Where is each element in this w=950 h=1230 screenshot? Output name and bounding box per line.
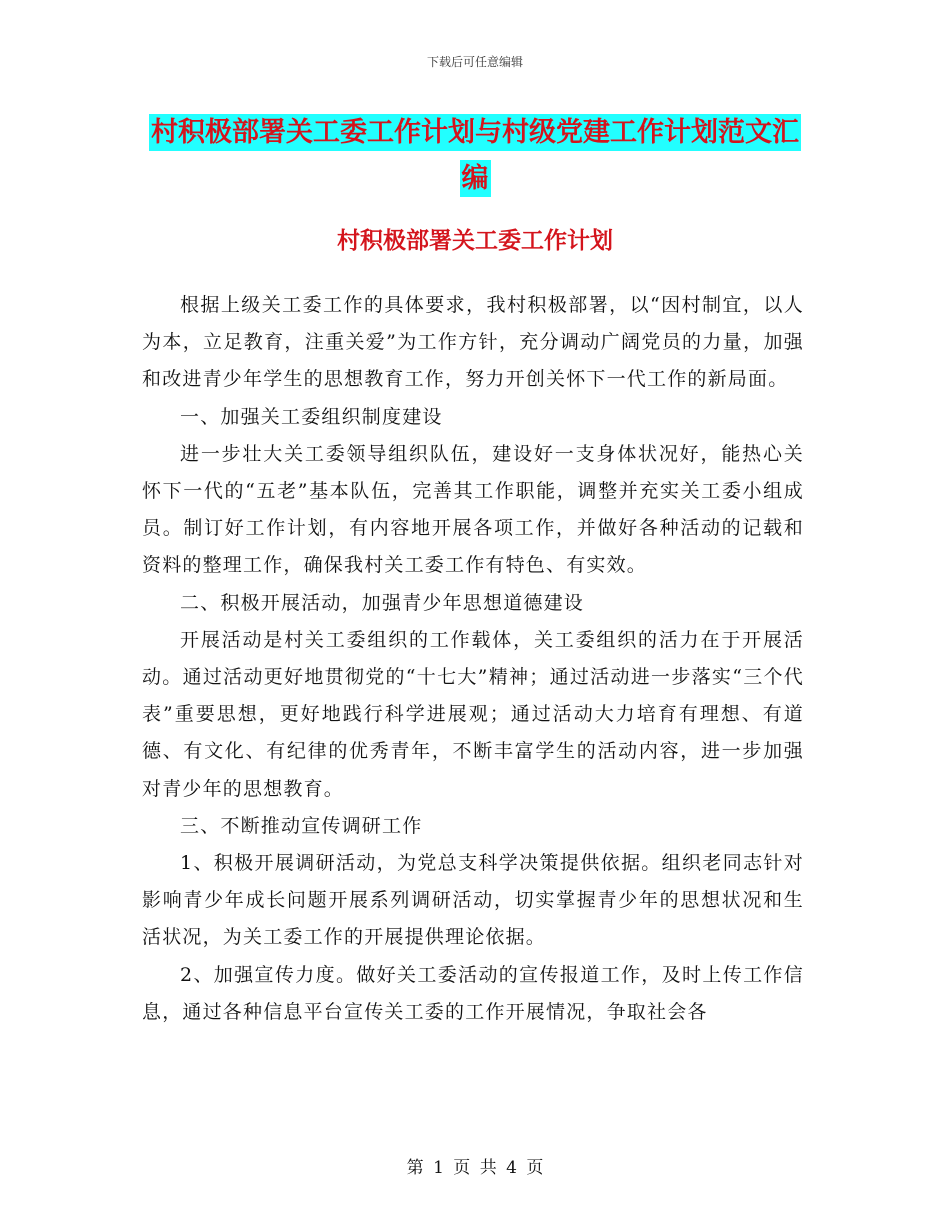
section-heading: 二、积极开展活动，加强青少年思想道德建设 [180,591,585,614]
document-title-text: 村积极部署关工委工作计划与村级党建工作计划范文汇编 [149,114,801,197]
section-title: 村积极部署关工委工作计划 [337,228,613,254]
body-paragraph: 1、积极开展调研活动，为党总支科学决策提供依据。组织老同志针对影响青少年成长问题开展系列调研活动，切实掌握青少年的思想状况和生活状况，为关工委工作的开展提供理论依据。 [142,852,804,949]
body-paragraph: 进一步壮大关工委领导组织队伍，建设好一支身体状况好，能热心关怀下一代的“五老”基本队伍，完善其工作职能，调整并充实关工委小组成员。制订好工作计划，有内容地开展各项工作，并做好各种活动的记载和资料的整理工作，确保我村关工委工作有特色、有实效。 [142,442,804,577]
section-heading: 一、加强关工委组织制度建设 [180,405,443,428]
body-paragraph: 开展活动是村关工委组织的工作载体，关工委组织的活力在于开展活动。通过活动更好地贯彻党的“十七大”精神；通过活动进一步落实“三个代表”重要思想，更好地践行科学进展观；通过活动大力培育有理想、有道德、有文化、有纪律的优秀青年，不断丰富学生的活动内容，进一步加强对青少年的思想教育。 [142,628,804,800]
document-body [142,287,804,1031]
page-number-footer: 第 1 页 共 4 页 [406,1158,544,1178]
body-paragraph: 根据上级关工委工作的具体要求，我村积极部署，以“因村制宜，以人为本，立足教育，注重关爱”为工作方针，充分调动广阔党员的力量，加强和改进青少年学生的思想教育工作，努力开创关怀下一代工作的新局面。 [142,294,804,391]
section-heading: 三、不断推动宣传调研工作 [180,814,423,837]
body-paragraph: 2、加强宣传力度。做好关工委活动的宣传报道工作，及时上传工作信息，通过各种信息平台宣传关工委的工作开展情况，争取社会各 [142,963,804,1023]
page-header-note: 下载后可任意编辑 [426,55,523,69]
document-title [140,110,810,202]
